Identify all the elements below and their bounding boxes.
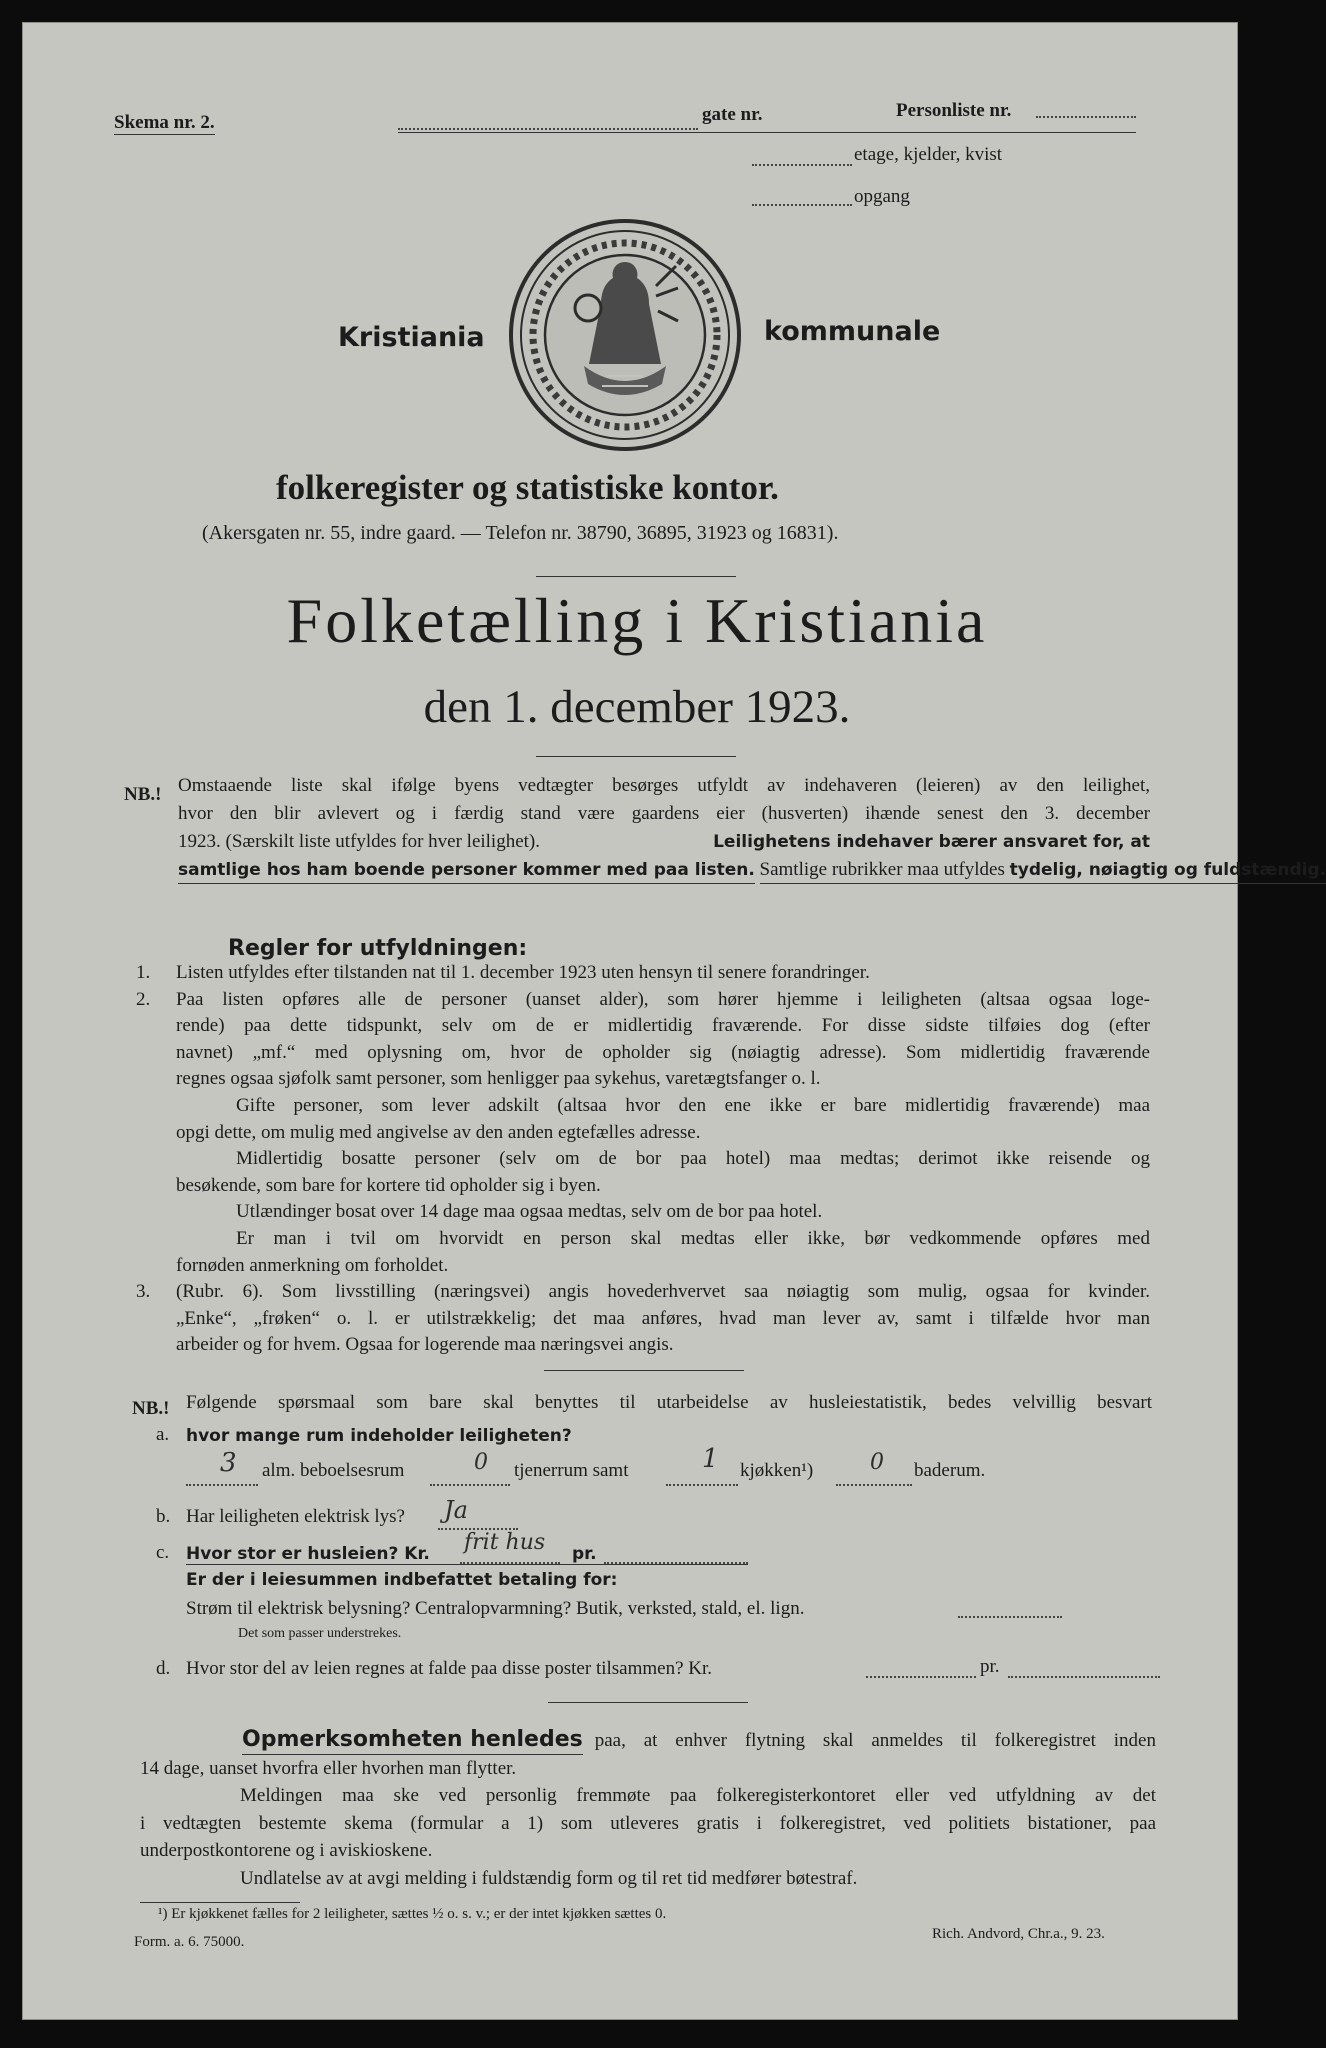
rooms-field[interactable] bbox=[186, 1484, 258, 1486]
nb1-bold-line: samtlige hos ham boende personer kommer med paa listen. bbox=[178, 857, 755, 884]
personliste-field[interactable] bbox=[1036, 116, 1136, 118]
nb1-label: NB.! bbox=[124, 784, 162, 805]
d-label: d. bbox=[156, 1658, 171, 1679]
c-label: c. bbox=[156, 1542, 170, 1563]
divider-4 bbox=[548, 1702, 748, 1703]
office-left: Kristiania bbox=[338, 322, 485, 353]
kitchen-label: kjøkken¹) bbox=[740, 1460, 814, 1481]
entrance-label: opgang bbox=[854, 186, 910, 207]
rooms-value[interactable]: 3 bbox=[220, 1448, 237, 1478]
rules-line: „Enke“, „frøken“ o. l. er utilstrækkelig; det maa anføres, hvad man lever av, samt i tilfælde hvor man bbox=[176, 1307, 1150, 1329]
nb1-line: Omstaaende liste skal ifølge byens vedtægter besørges utfyldt av indehaveren (leieren) av den leilighet, bbox=[178, 775, 1150, 796]
attention-line: underpostkontorene og i aviskioskene. bbox=[140, 1840, 433, 1862]
rules-line: rende) paa dette tidspunkt, selv om de er midlertidig fraværende. For disse sidste tilføies dog (efter bbox=[176, 1015, 1150, 1037]
servant-rooms-label: tjenerrum samt bbox=[514, 1460, 629, 1481]
attention-line: Meldingen maa ske ved personlig fremmøte paa folkeregisterkontoret eller ved utfyldning av det bbox=[240, 1785, 1156, 1807]
c-sub: Er der i leiesummen indbefattet betaling for: bbox=[186, 1570, 618, 1590]
form-number: Form. a. 6. 75000. bbox=[134, 1934, 245, 1950]
floor-field[interactable] bbox=[752, 164, 852, 166]
main-title: Folketælling i Kristiania bbox=[286, 585, 988, 656]
printer: Rich. Andvord, Chr.a., 9. 23. bbox=[932, 1926, 1105, 1942]
kitchen-value[interactable]: 1 bbox=[702, 1444, 719, 1474]
nb1-paragraph bbox=[178, 772, 1326, 884]
divider-2 bbox=[536, 756, 736, 757]
rules-line: arbeider og for hvem. Ogsaa for logerende maa næringsvei angis. bbox=[176, 1334, 674, 1356]
rules-line: Utlændinger bosat over 14 dage maa ogsaa medtas, selv om de bor paa hotel. bbox=[236, 1201, 823, 1223]
bath-label: baderum. bbox=[914, 1460, 986, 1481]
b-label: b. bbox=[156, 1506, 171, 1527]
nb2-label: NB.! bbox=[132, 1398, 170, 1419]
bath-field[interactable] bbox=[836, 1484, 912, 1486]
a-question: hvor mange rum indeholder leiligheten? bbox=[186, 1426, 572, 1446]
attention-line: i vedtægten bestemte skema (formular a 1) som utleveres gratis i folkeregistret, ved politiets bistationer, paa bbox=[140, 1812, 1156, 1834]
servant-rooms-field[interactable] bbox=[430, 1484, 510, 1486]
rules-heading: Regler for utfyldningen: bbox=[228, 936, 528, 961]
divider-3 bbox=[544, 1370, 744, 1371]
servant-rooms-value[interactable]: 0 bbox=[474, 1450, 488, 1475]
c-note: Det som passer understrekes. bbox=[238, 1626, 402, 1641]
rules-line: Midlertidig bosatte personer (selv om de bor paa hotel) maa medtas; derimot ikke reisende og bbox=[236, 1148, 1150, 1170]
footnote-rule bbox=[140, 1902, 300, 1903]
rent-rule bbox=[186, 1564, 748, 1565]
rent-answer[interactable]: frit hus bbox=[464, 1530, 546, 1555]
footnote: ¹) Er kjøkkenet fælles for 2 leiligheter, sættes ½ o. s. v.; er der intet kjøkken sættes 0. bbox=[158, 1906, 667, 1922]
title-date: den 1. december 1923. bbox=[423, 681, 851, 733]
a-label: a. bbox=[156, 1424, 170, 1445]
header-rule bbox=[398, 132, 1136, 133]
city-seal-icon bbox=[506, 216, 744, 454]
attention-heading: Opmerksomheten henledes bbox=[242, 1726, 583, 1755]
rules-line: 2. Paa listen opføres alle de personer (uanset alder), som hører hjemme i leiligheten (altsaa ogsaa loge- bbox=[136, 988, 1150, 1010]
b-question: Har leiligheten elektrisk lys? bbox=[186, 1506, 405, 1527]
skema-number: Skema nr. 2. bbox=[114, 112, 215, 133]
attention-line: Opmerksomheten henledes paa, at enhver flytning skal anmeldes til folkeregistret inden bbox=[140, 1726, 1156, 1755]
d-period-field[interactable] bbox=[1008, 1676, 1160, 1678]
rules-line: besøkende, som bare for kortere tid opholder sig i byen. bbox=[176, 1174, 601, 1196]
c-items-field[interactable] bbox=[958, 1616, 1062, 1618]
rules-line: regnes ogsaa sjøfolk samt personer, som henligger paa sykehus, varetægtsfanger o. l. bbox=[176, 1068, 821, 1090]
attention-line: Undlatelse av at avgi melding i fuldstændig form og til ret tid medfører bøtestraf. bbox=[240, 1867, 858, 1889]
divider-1 bbox=[536, 576, 736, 577]
nb1-line: hvor den blir avlevert og i færdig stand være gaardens eier (husverten) ihænde senest den 3. december bbox=[178, 803, 1150, 824]
street-field[interactable] bbox=[398, 128, 698, 130]
rooms-label: alm. beboelsesrum bbox=[262, 1460, 405, 1481]
electric-light-answer[interactable]: Ja bbox=[444, 1496, 468, 1524]
nb1-line: 1923. (Særskilt liste utfyldes for hver leilighet). Leilighetens indehaver bærer ansvaret for, at bbox=[178, 831, 1150, 852]
office-name: folkeregister og statistiske kontor. bbox=[276, 468, 779, 507]
entrance-field[interactable] bbox=[752, 204, 852, 206]
rules-list bbox=[136, 960, 1150, 1359]
rules-line: Gifte personer, som lever adskilt (altsaa hvor den ene ikke er bare midlertidig fraværende) maa bbox=[236, 1094, 1150, 1116]
office-right: kommunale bbox=[764, 316, 941, 347]
rules-line: opgi dette, om mulig med angivelse av den anden egtefælles adresse. bbox=[176, 1121, 701, 1143]
bath-value[interactable]: 0 bbox=[870, 1450, 884, 1475]
rules-line: Er man i tvil om hvorvidt en person skal medtas eller ikke, bør vedkommende opføres med bbox=[236, 1227, 1150, 1249]
office-address: (Akersgaten nr. 55, indre gaard. — Telefon nr. 38790, 36895, 31923 og 16831). bbox=[202, 522, 839, 544]
c-items: Strøm til elektrisk belysning? Centralopvarmning? Butik, verksted, stald, el. lign. bbox=[186, 1598, 805, 1619]
attention-line: 14 dage, uanset hvorfra eller hvorhen man flytter. bbox=[140, 1757, 517, 1779]
d-amount-field[interactable] bbox=[866, 1676, 976, 1678]
kitchen-field[interactable] bbox=[666, 1484, 738, 1486]
personliste-label: Personliste nr. bbox=[896, 100, 1012, 121]
d-pr: pr. bbox=[980, 1656, 1000, 1677]
rules-line: fornøden anmerkning om forholdet. bbox=[176, 1254, 449, 1276]
d-question: Hvor stor del av leien regnes at falde paa disse poster tilsammen? Kr. bbox=[186, 1658, 713, 1679]
rules-line: 3. (Rubr. 6). Som livsstilling (næringsvei) angis hovederhvervet saa nøiagtig som mulig, ogsaa for kvinder. bbox=[136, 1281, 1150, 1303]
rent-pr: pr. bbox=[572, 1544, 597, 1564]
attention-block bbox=[140, 1726, 1156, 1893]
gate-label: gate nr. bbox=[702, 104, 763, 125]
rules-line: 1. Listen utfyldes efter tilstanden nat til 1. december 1923 uten hensyn til senere forandringer. bbox=[136, 962, 870, 983]
floor-label: etage, kjelder, kvist bbox=[854, 144, 1003, 165]
rules-line: navnet) „mf.“ med oplysning om, hvor de opholder sig (nøiagtig adresse). Som midlertidig fraværende bbox=[176, 1041, 1150, 1063]
nb1-last-line: Samtlige rubrikker maa utfyldes tydelig, nøiagtig og fuldstændig. bbox=[760, 857, 1326, 884]
c-question: Hvor stor er husleien? Kr. bbox=[186, 1544, 430, 1564]
nb2-intro: Følgende spørsmaal som bare skal benyttes til utarbeidelse av husleiestatistik, bedes velvillig besvart bbox=[186, 1392, 1152, 1413]
